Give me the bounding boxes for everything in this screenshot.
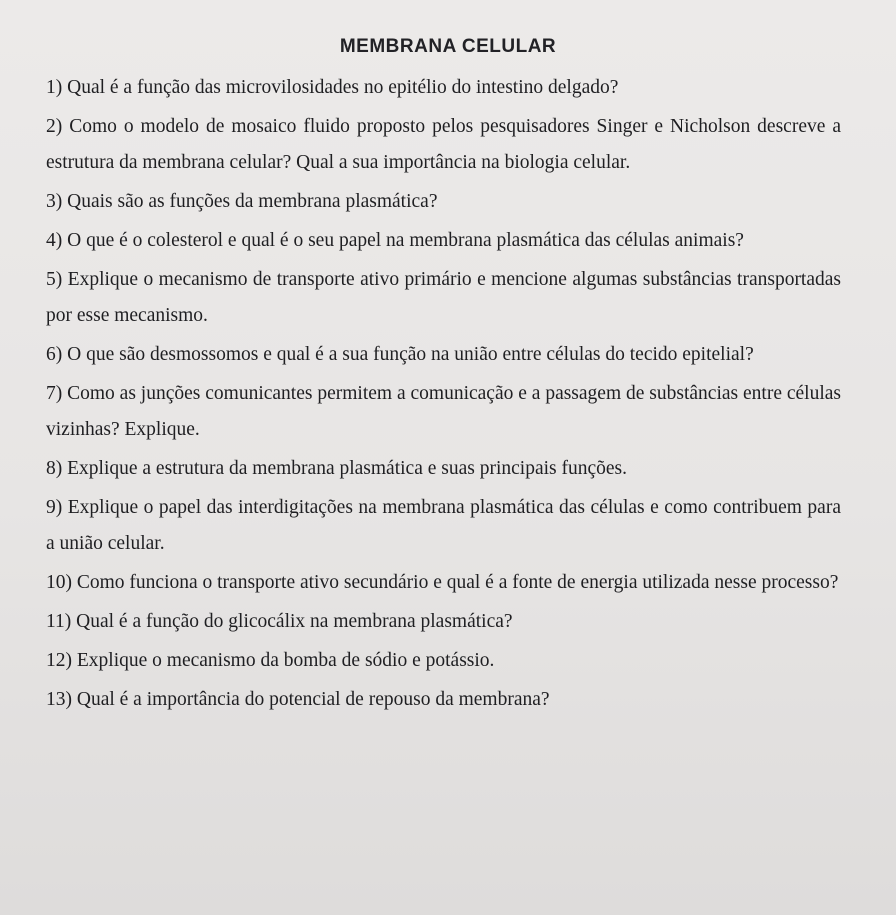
question-11: 11) Qual é a função do glicocálix na membrana plasmática? (46, 611, 513, 632)
question-13: 13) Qual é a importância do potencial de repouso da membrana? (46, 689, 550, 710)
question-12: 12) Explique o mecanismo da bomba de sódio e potássio. (46, 650, 495, 671)
question-1: 1) Qual é a função das microvilosidades no epitélio do intestino delgado? (46, 77, 619, 98)
question-6: 6) O que são desmossomos e qual é a sua função na união entre células do tecido epitelial? (46, 344, 754, 365)
question-4: 4) O que é o colesterol e qual é o seu papel na membrana plasmática das células animais? (46, 230, 744, 251)
question-2: 2) Como o modelo de mosaico fluido proposto pelos pesquisadores Singer e Nicholson descreve a estrutura da membrana celular? Qual a sua importância na biologia celular. (46, 116, 841, 173)
question-10: 10) Como funciona o transporte ativo secundário e qual é a fonte de energia utilizada nesse processo? (46, 572, 839, 593)
question-8: 8) Explique a estrutura da membrana plasmática e suas principais funções. (46, 458, 628, 479)
page-title: MEMBRANA CELULAR (339, 36, 557, 57)
question-3: 3) Quais são as funções da membrana plasmática? (46, 191, 438, 212)
question-list (46, 70, 841, 721)
question-5: 5) Explique o mecanismo de transporte ativo primário e mencione algumas substâncias transportadas por esse mecanismo. (46, 269, 841, 326)
question-9: 9) Explique o papel das interdigitações na membrana plasmática das células e como contribuem para a união celular. (46, 497, 841, 554)
question-7: 7) Como as junções comunicantes permitem a comunicação e a passagem de substâncias entre células vizinhas? Explique. (46, 383, 841, 440)
